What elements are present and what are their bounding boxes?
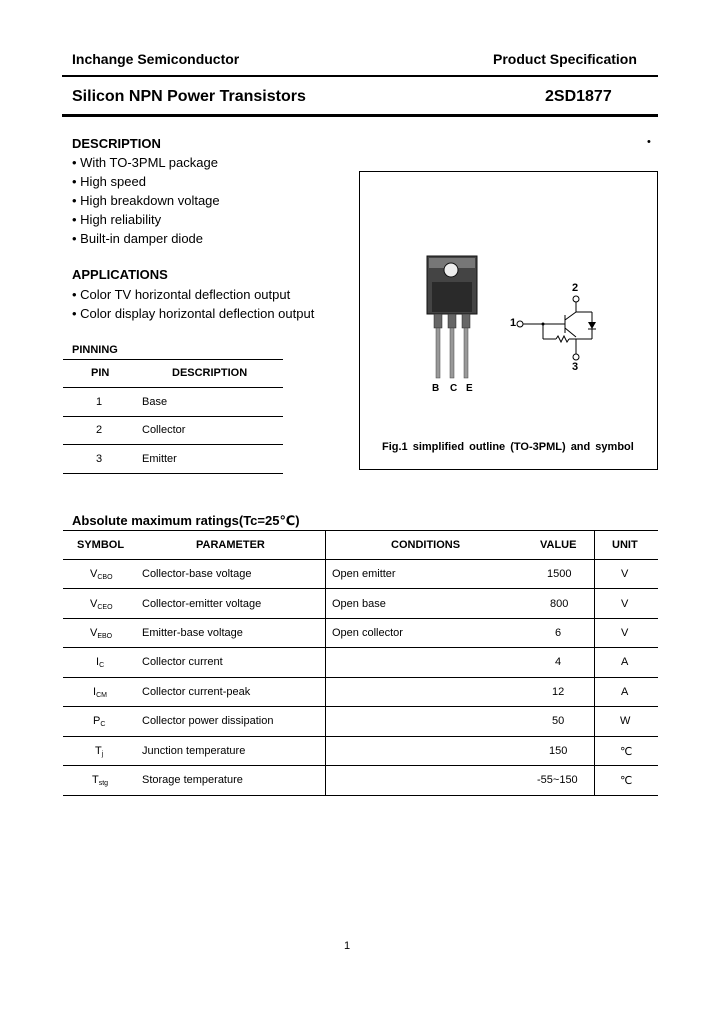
rating-parameter: Storage temperature	[142, 774, 243, 786]
rating-value: -55~150	[537, 774, 578, 786]
pinning-title: PINNING	[72, 344, 118, 356]
rating-unit: A	[621, 656, 629, 668]
rating-value: 150	[549, 745, 568, 757]
package-outline-drawing	[360, 172, 657, 469]
symbol-pin-1: 1	[510, 317, 517, 329]
rating-symbol: $T_{stg}$	[92, 774, 109, 787]
ratings-rule	[63, 765, 658, 766]
rating-unit: V	[621, 627, 629, 639]
ratings-header-parameter: PARAMETER	[196, 539, 265, 551]
rating-value: 4	[555, 656, 562, 668]
ratings-rule	[63, 588, 658, 589]
rating-parameter: Junction temperature	[142, 745, 246, 757]
ratings-col-divider	[594, 530, 595, 795]
description-item: • High speed	[72, 174, 146, 189]
rating-symbol: $T_j$	[95, 745, 104, 758]
rating-value: 12	[552, 686, 565, 698]
rating-unit: ℃	[620, 775, 633, 787]
rating-condition: Open emitter	[332, 568, 396, 580]
ratings-rule	[63, 736, 658, 737]
lead-label-e: E	[466, 383, 473, 394]
ratings-rule-top	[63, 530, 658, 531]
figure-box	[359, 171, 658, 470]
ratings-header-symbol: SYMBOL	[77, 539, 125, 551]
part-number: 2SD1877	[545, 88, 612, 105]
company-name: Inchange Semiconductor	[72, 51, 240, 67]
rating-parameter: Collector-base voltage	[142, 568, 252, 580]
description-item: • High reliability	[72, 212, 162, 227]
page-number: 1	[344, 940, 351, 952]
rating-parameter: Collector-emitter voltage	[142, 598, 262, 610]
pinning-rule	[63, 416, 283, 417]
pinning-rule	[63, 444, 283, 445]
doc-type: Product Specification	[493, 51, 637, 67]
pinning-header-pin: PIN	[91, 367, 110, 379]
pin-description: Collector	[142, 424, 186, 436]
pin-description: Emitter	[142, 453, 177, 465]
rating-symbol: $P_C$	[93, 715, 106, 728]
pinning-rule	[63, 359, 283, 360]
lead-label-b: B	[432, 383, 440, 394]
ratings-rule-bottom	[63, 795, 658, 796]
ratings-rule	[63, 706, 658, 707]
rating-value: 1500	[547, 568, 572, 580]
lead-label-c: C	[450, 383, 458, 394]
pin-number: 3	[96, 453, 103, 465]
rating-symbol: $I_C$	[96, 656, 105, 669]
application-item: • Color display horizontal deflection output	[72, 306, 315, 321]
rating-parameter: Collector power dissipation	[142, 715, 274, 727]
figure-caption: Fig.1 simplified outline (TO-3PML) and symbol	[382, 441, 634, 453]
rating-value: 50	[552, 715, 565, 727]
header-rule-top	[62, 75, 658, 77]
rating-unit: A	[621, 686, 629, 698]
pinning-rule	[63, 387, 283, 388]
stray-dot: •	[647, 136, 651, 148]
rating-parameter: Collector current	[142, 656, 223, 668]
description-title: DESCRIPTION	[72, 136, 161, 151]
applications-title: APPLICATIONS	[72, 267, 168, 282]
rating-unit: ℃	[620, 746, 633, 758]
rating-unit: V	[621, 598, 629, 610]
rating-parameter: Emitter-base voltage	[142, 627, 243, 639]
pin-number: 1	[96, 396, 103, 408]
rating-parameter: Collector current-peak	[142, 686, 251, 698]
rating-condition: Open base	[332, 598, 386, 610]
symbol-pin-3: 3	[572, 361, 579, 373]
rating-condition: Open collector	[332, 627, 403, 639]
ratings-title: Absolute maximum ratings(Tc=25℃)	[72, 513, 300, 528]
pinning-rule	[63, 473, 283, 474]
rating-value: 6	[555, 627, 562, 639]
ratings-rule-header	[63, 559, 658, 560]
ratings-col-divider	[325, 530, 326, 795]
ratings-header-value: VALUE	[540, 539, 577, 551]
ratings-rule	[63, 647, 658, 648]
rating-unit: W	[620, 715, 631, 727]
ratings-rule	[63, 677, 658, 678]
rating-symbol: $V_{EBO}$	[90, 627, 113, 640]
description-item: • High breakdown voltage	[72, 193, 220, 208]
rating-value: 800	[550, 598, 569, 610]
pin-description: Base	[142, 396, 168, 408]
rating-symbol: $V_{CEO}$	[90, 598, 113, 611]
rating-symbol: $V_{CBO}$	[90, 568, 113, 581]
rating-unit: V	[621, 568, 629, 580]
ratings-header-conditions: CONDITIONS	[391, 539, 461, 551]
product-line: Silicon NPN Power Transistors	[72, 88, 306, 105]
description-item: • Built-in damper diode	[72, 231, 204, 246]
description-item: • With TO-3PML package	[72, 155, 218, 170]
application-item: • Color TV horizontal deflection output	[72, 287, 291, 302]
header-rule-bottom	[62, 114, 658, 117]
ratings-rule	[63, 618, 658, 619]
ratings-header-unit: UNIT	[612, 539, 638, 551]
symbol-pin-2: 2	[572, 282, 579, 294]
pin-number: 2	[96, 424, 103, 436]
rating-symbol: $I_{CM}$	[93, 686, 107, 699]
pinning-header-desc: DESCRIPTION	[172, 367, 248, 379]
